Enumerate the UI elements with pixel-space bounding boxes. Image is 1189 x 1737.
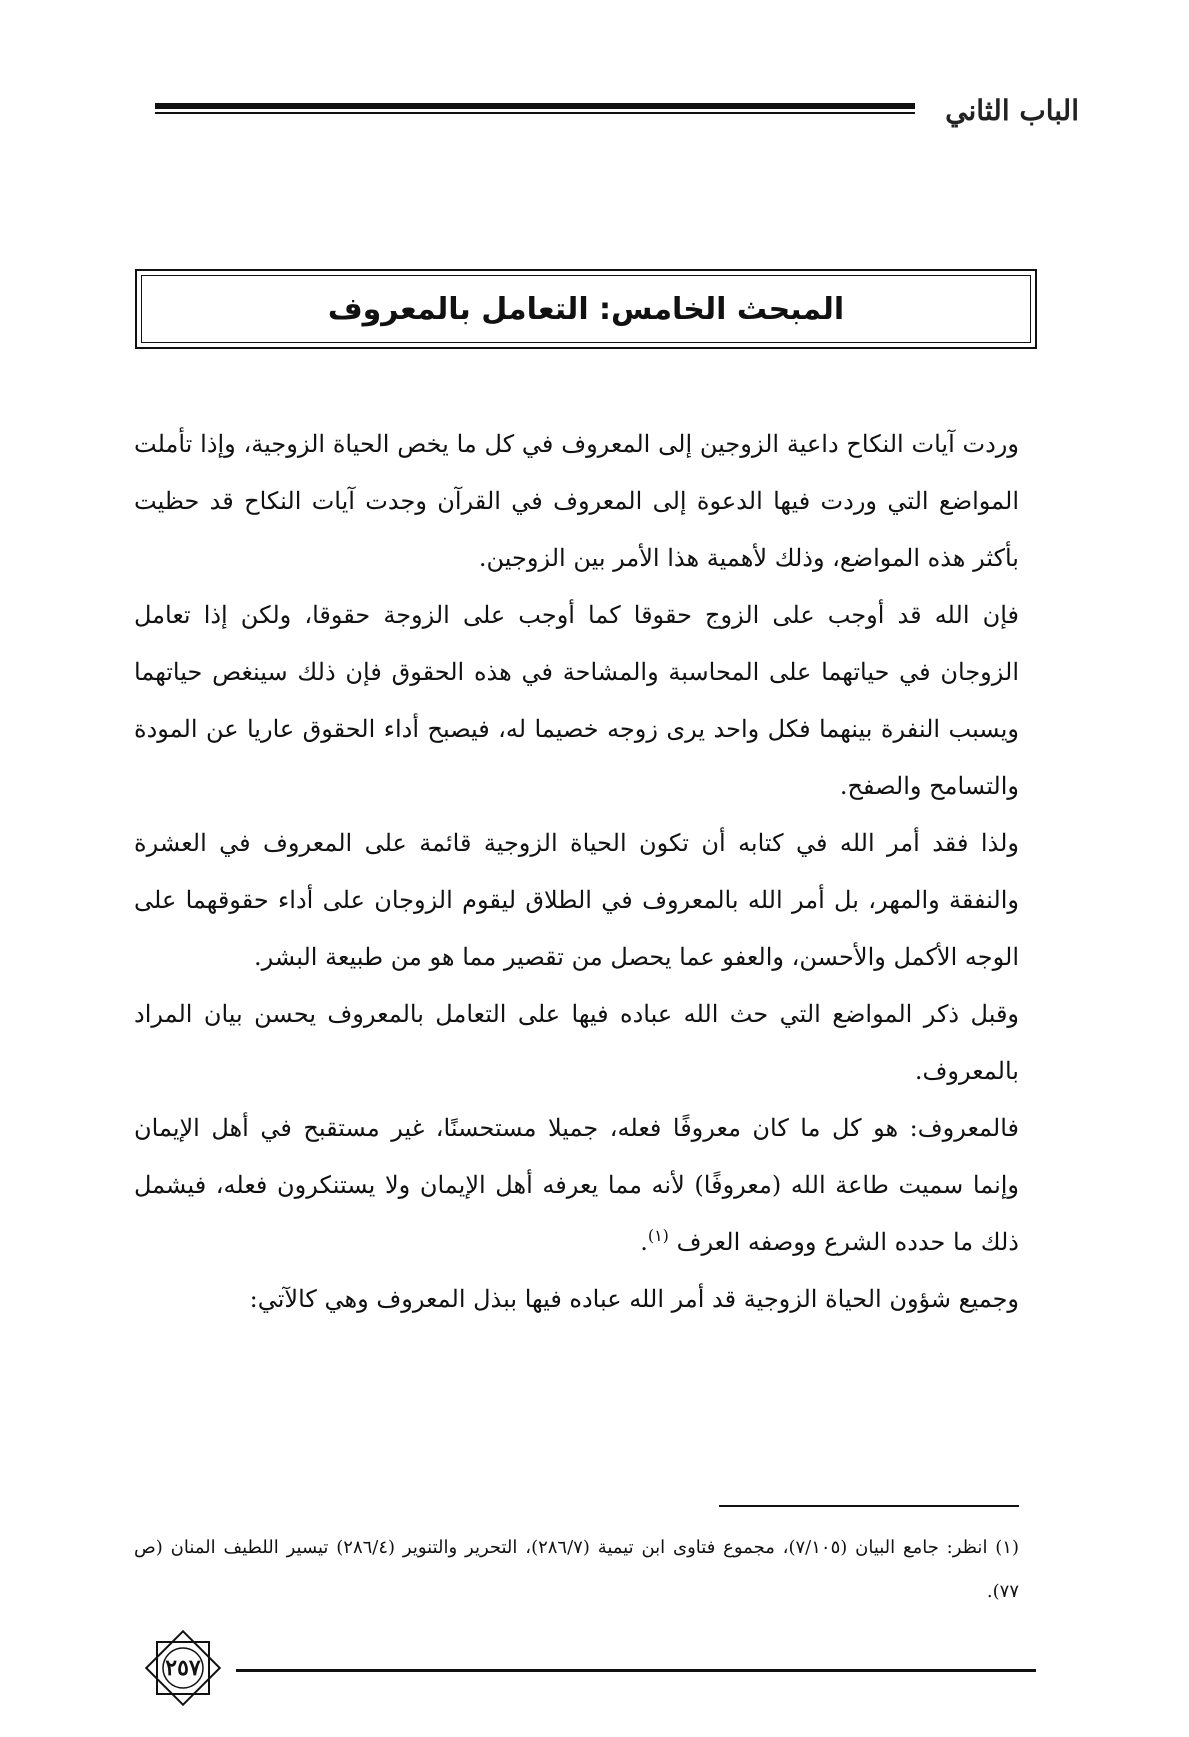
paragraph-4: وقبل ذكر المواضع التي حث الله عباده فيها على التعامل بالمعروف يحسن بيان المراد بالمعروف. bbox=[134, 1000, 1020, 1085]
page-number-ornament bbox=[143, 1628, 223, 1708]
footnote-marker[interactable]: (١) bbox=[647, 1226, 669, 1245]
footnote-text: (١) انظر: جامع البيان (٧/١٠٥)، مجموع فتاوى ابن تيمية (٢٨٦/٧)، التحرير والتنوير (٢٨٦/٤) تيسير اللطيف المنان (ص ٧٧). bbox=[134, 1537, 1019, 1602]
footnote-separator bbox=[719, 1505, 1019, 1507]
paragraph-6: وجميع شؤون الحياة الزوجية قد أمر الله عباده فيها ببذل المعروف وهي كالآتي: bbox=[249, 1285, 1019, 1313]
header-rule-thin bbox=[155, 112, 915, 114]
body-text bbox=[134, 416, 1019, 1328]
footnote bbox=[134, 1526, 1019, 1614]
header-rule bbox=[155, 103, 915, 117]
section-title: المبحث الخامس: التعامل بالمعروف bbox=[327, 291, 845, 327]
section-title-box bbox=[135, 269, 1037, 349]
paragraph-5-text: فالمعروف: هو كل ما كان معروفًا فعله، جميلا مستحسنًا، غير مستقبح في أهل الإيمان وإنما سميت طاعة الله (معروفًا) لأنه مما يعرفه أهل الإيمان ولا يستنكرون فعله، فيشمل ذلك ما حدده الشرع ووصفه العرف bbox=[134, 1114, 1020, 1256]
footer-rule bbox=[236, 1669, 1036, 1672]
paragraph-2: فإن الله قد أوجب على الزوج حقوقا كما أوجب على الزوجة حقوقا، ولكن إذا تعامل الزوجان في حياتهما على المحاسبة والمشاحة في هذه الحقوق فإن ذلك سينغص حياتهما ويسبب النفرة بينهما فكل واحد يرى زوجه خصيما له، فيصبح أداء الحقوق عاريا عن المودة والتسامح والصفح. bbox=[134, 601, 1019, 800]
header-rule-thick bbox=[155, 103, 915, 109]
paragraph-5: فالمعروف: هو كل ما كان معروفًا فعله، جميلا مستحسنًا، غير مستقبح في أهل الإيمان وإنما سميت طاعة الله (معروفًا) لأنه مما يعرفه أهل الإيمان ولا يستنكرون فعله، فيشمل ذلك ما حدده الشرع ووصفه العرف $^{(١)}$. bbox=[134, 1114, 1020, 1256]
page-number: ٢٥٧ bbox=[165, 1655, 201, 1681]
paragraph-3: ولذا فقد أمر الله في كتابه أن تكون الحياة الزوجية قائمة على المعروف في العشرة والنفقة والمهر، بل أمر الله بالمعروف في الطلاق ليقوم الزوجان على أداء حقوقهما على الوجه الأكمل والأحسن، والعفو عما يحصل من تقصير مما هو من طبيعة البشر. bbox=[134, 829, 1019, 971]
chapter-header: الباب الثاني bbox=[945, 94, 1079, 127]
paragraph-1: وردت آيات النكاح داعية الزوجين إلى المعروف في كل ما يخص الحياة الزوجية، وإذا تأملت المواضع التي وردت فيها الدعوة إلى المعروف في القرآن وجدت آيات النكاح قد حظيت بأكثر هذه المواضع، وذلك لأهمية هذا الأمر بين الزوجين. bbox=[134, 430, 1019, 572]
section-title-frame bbox=[141, 275, 1031, 343]
